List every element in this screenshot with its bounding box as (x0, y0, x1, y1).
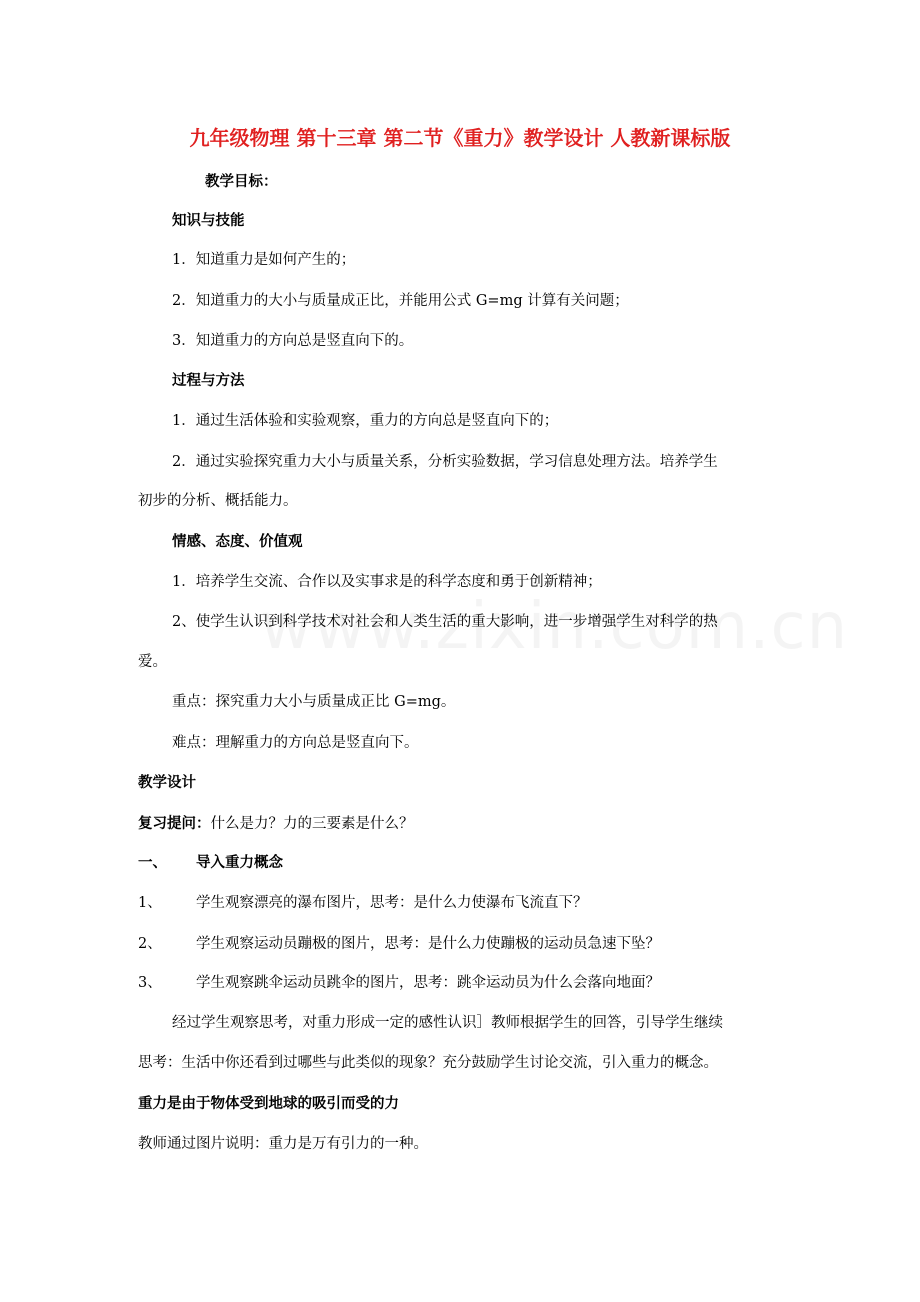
step-1 (138, 893, 588, 913)
knowledge-item-1: 1．知道重力是如何产生的； (172, 252, 356, 268)
knowledge-item-3: 3．知道重力的方向总是竖直向下的。 (172, 333, 414, 349)
knowledge-heading: 知识与技能 (172, 213, 245, 229)
attitude-item-2-line-1: 2、使学生认识到科学技术对社会和人类生活的重大影响，进一步增强学生对科学的热 (172, 614, 718, 630)
step-3 (138, 973, 660, 993)
step-2 (138, 934, 660, 954)
attitude-item-1: 1．培养学生交流、合作以及实事求是的科学态度和勇于创新精神； (172, 574, 602, 590)
objectives-heading: 教学目标： (205, 174, 278, 190)
review-label: 复习提问： (138, 816, 211, 832)
attitude-item-2-line-2: 爱。 (138, 654, 167, 670)
document-title: 九年级物理 第十三章 第二节《重力》教学设计 人教新课标版 (189, 126, 731, 150)
process-item-2-line-2: 初步的分析、概括能力。 (138, 493, 298, 509)
step-2-number: 2、 (138, 936, 162, 952)
step-3-text: 学生观察跳伞运动员跳伞的图片，思考：跳伞运动员为什么会落向地面？ (196, 975, 660, 991)
step-1-number: 1、 (138, 895, 162, 911)
section-1-title: 导入重力概念 (196, 855, 283, 871)
section-1-heading (138, 853, 283, 873)
review-text: 什么是力？力的三要素是什么？ (210, 816, 414, 832)
paragraph-line-2: 思考：生活中你还看到过哪些与此类似的现象？充分鼓励学生讨论交流，引入重力的概念。 (138, 1055, 718, 1071)
design-heading: 教学设计 (138, 775, 196, 791)
attitude-heading: 情感、态度、价值观 (172, 534, 303, 550)
difficult-point: 难点：理解重力的方向总是竖直向下。 (172, 735, 419, 751)
gravity-definition: 重力是由于物体受到地球的吸引而受的力 (138, 1096, 399, 1112)
process-item-2-line-1: 2．通过实验探究重力大小与质量关系，分析实验数据，学习信息处理方法。培养学生 (172, 454, 718, 470)
teacher-note: 教师通过图片说明：重力是万有引力的一种。 (138, 1136, 428, 1152)
step-2-text: 学生观察运动员蹦极的图片，思考：是什么力使蹦极的运动员急速下坠？ (196, 936, 660, 952)
key-point: 重点：探究重力大小与质量成正比 G=mg。 (172, 694, 456, 710)
step-1-text: 学生观察漂亮的瀑布图片，思考：是什么力使瀑布飞流直下？ (196, 895, 588, 911)
step-3-number: 3、 (138, 975, 162, 991)
paragraph-line-1: 经过学生观察思考，对重力形成一定的感性认识］教师根据学生的回答，引导学生继续 (172, 1015, 723, 1031)
section-1-number: 一、 (138, 855, 167, 871)
process-heading: 过程与方法 (172, 373, 245, 389)
process-item-1: 1．通过生活体验和实验观察，重力的方向总是竖直向下的； (172, 413, 559, 429)
knowledge-item-2: 2．知道重力的大小与质量成正比，并能用公式 G=mg 计算有关问题； (172, 293, 629, 309)
review-question (138, 814, 414, 834)
